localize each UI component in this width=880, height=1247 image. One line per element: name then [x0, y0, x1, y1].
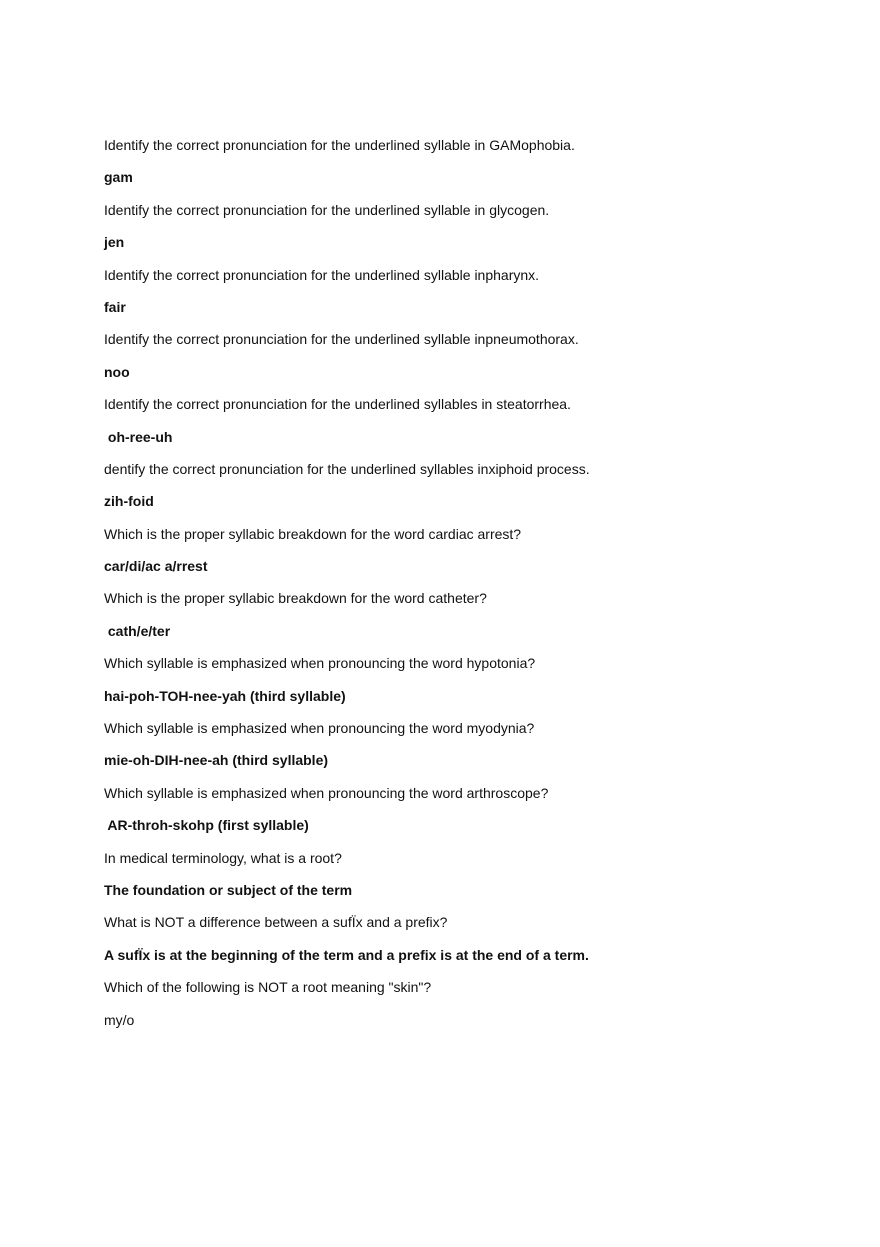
answer-text: mie-oh-DIH-nee-ah (third syllable) [104, 752, 329, 769]
question-text: Which is the proper syllabic breakdown for the word catheter? [104, 590, 487, 607]
question-text: Identify the correct pronunciation for the underlined syllable inpharynx. [104, 266, 540, 283]
question-text: Identify the correct pronunciation for the underlined syllables in steatorrhea. [104, 396, 571, 413]
question-text: What is NOT a difference between a sufÏx and a prefix? [104, 914, 448, 931]
question-text: dentify the correct pronunciation for the underlined syllables inxiphoid process. [104, 460, 590, 477]
question-text: Identify the correct pronunciation for the underlined syllable in glycogen. [104, 201, 550, 218]
qa-list [104, 136, 824, 1043]
question-text: Identify the correct pronunciation for the underlined syllable in GAMophobia. [104, 137, 575, 153]
answer-text: The foundation or subject of the term [104, 881, 353, 898]
question-text: Which syllable is emphasized when pronouncing the word hypotonia? [104, 655, 536, 672]
question-text: Identify the correct pronunciation for the underlined syllable inpneumothorax. [104, 331, 579, 348]
answer-text: oh-ree-uh [104, 428, 173, 445]
question-text: Which is the proper syllabic breakdown for the word cardiac arrest? [104, 525, 522, 542]
answer-text: hai-poh-TOH-nee-yah (third syllable) [104, 687, 346, 704]
answer-text: AR-throh-skohp (first syllable) [104, 817, 309, 834]
question-text: Which syllable is emphasized when pronouncing the word myodynia? [104, 720, 535, 737]
answer-text: zih-foid [104, 493, 154, 510]
answer-text: gam [104, 169, 133, 186]
answer-text: fair [104, 298, 126, 315]
answer-text: cath/e/ter [104, 622, 171, 639]
answer-text: car/di/ac a/rrest [104, 558, 208, 575]
question-text: In medical terminology, what is a root? [104, 849, 342, 866]
answer-text: noo [104, 363, 130, 380]
answer-text: jen [104, 234, 125, 251]
answer-text: A sufÏx is at the beginning of the term and a prefix is at the end of a term. [104, 946, 589, 963]
answer-text: my/o [104, 1011, 135, 1028]
question-text: Which syllable is emphasized when pronouncing the word arthroscope? [104, 784, 549, 801]
question-text: Which of the following is NOT a root meaning "skin"? [104, 979, 432, 996]
